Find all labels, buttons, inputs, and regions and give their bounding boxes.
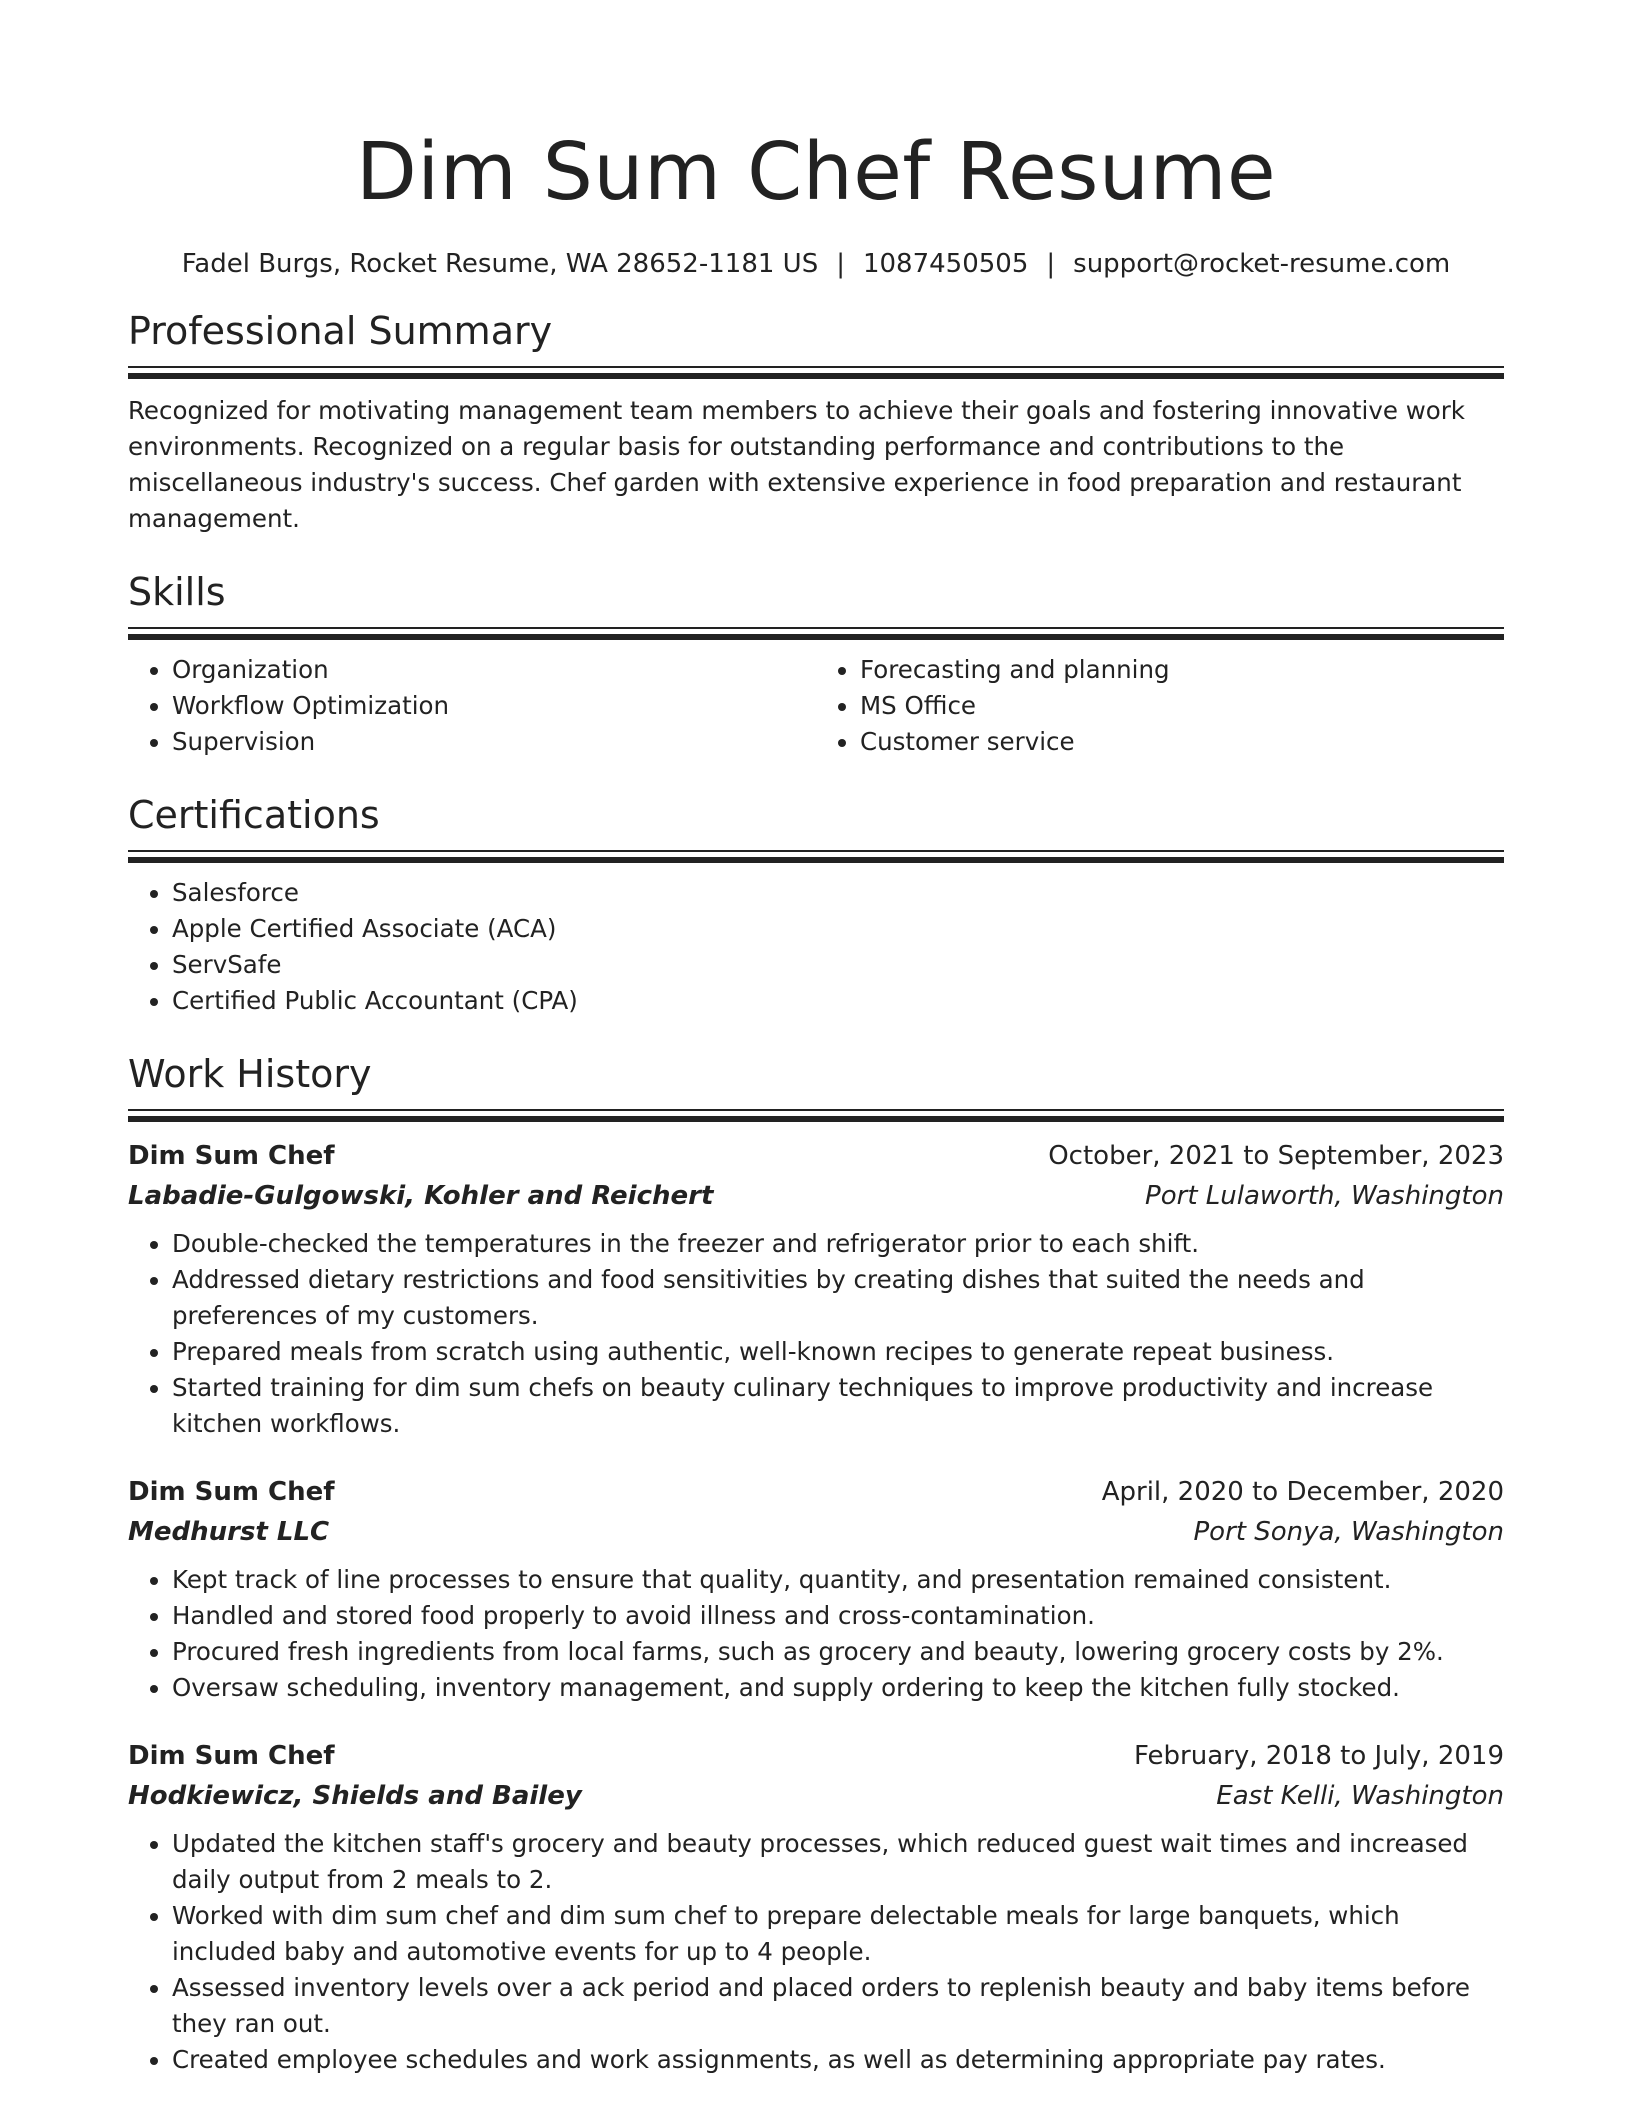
work-history-list: [128, 1136, 1504, 2078]
job-company: Labadie-Gulgowski, Kohler and Reichert: [128, 1181, 714, 1211]
job-bullet: • Handled and stored food properly to avoid illness and cross-contamination.: [172, 1598, 1504, 1634]
job-bullet: • Prepared meals from scratch using authentic, well-known recipes to generate repeat business.: [172, 1334, 1504, 1370]
certification-item: • Apple Certified Associate (ACA): [172, 911, 1504, 947]
section-divider: [128, 366, 1504, 379]
skill-item: • Forecasting and planning: [860, 652, 1504, 688]
resume-title: Dim Sum Chef Resume: [355, 126, 1277, 218]
work-heading: Work History: [128, 1052, 372, 1096]
certification-item: • ServSafe: [172, 947, 1504, 983]
job-bullet: • Assessed inventory levels over a ack period and placed orders to replenish beauty and baby items before they ran out.: [172, 1970, 1504, 2042]
job-location: Port Lulaworth, Washington: [1145, 1181, 1504, 1211]
job-company-row: [128, 1176, 1504, 1216]
job-bullet: • Addressed dietary restrictions and food sensitivities by creating dishes that suited the needs and preferences of my customers.: [172, 1262, 1504, 1334]
skills-list: [128, 652, 1504, 760]
skill-item: • Customer service: [860, 724, 1504, 760]
job-company: Medhurst LLC: [128, 1517, 330, 1547]
job-location: Port Sonya, Washington: [1193, 1517, 1504, 1547]
section-divider: [128, 1109, 1504, 1122]
certifications-list: [128, 875, 1504, 1019]
job-title: Dim Sum Chef: [128, 1477, 335, 1507]
job-bullet: • Created employee schedules and work assignments, as well as determining appropriate pay rates.: [172, 2042, 1504, 2078]
skill-item: • Organization: [172, 652, 816, 688]
contact-phone: 1087450505: [862, 249, 1029, 279]
section-divider: [128, 850, 1504, 863]
job-location: East Kelli, Washington: [1216, 1781, 1504, 1811]
summary-text: Recognized for motivating management team members to achieve their goals and fostering innovative work environments. Recognized on a regular basis for outstanding performance and contributions to the miscellaneous industry's success. Chef garden with extensive experience in food preparation and restaurant management.: [128, 396, 1465, 533]
job-header-row: [128, 1136, 1504, 1176]
job-dates: April, 2020 to December, 2020: [1101, 1477, 1504, 1507]
job-company-row: [128, 1512, 1504, 1552]
contact-email[interactable]: support@rocket-resume.com: [1073, 249, 1451, 279]
job-bullet-list: [128, 1562, 1504, 1706]
skills-section: [128, 567, 1504, 760]
contact-address: Fadel Burgs, Rocket Resume, WA 28652-1181 US: [181, 249, 819, 279]
job-company: Hodkiewicz, Shields and Bailey: [128, 1781, 582, 1811]
skill-item: • Workflow Optimization: [172, 688, 816, 724]
job-bullet: • Procured fresh ingredients from local farms, such as grocery and beauty, lowering grocery costs by 2%.: [172, 1634, 1504, 1670]
skill-item: • Supervision: [172, 724, 816, 760]
certifications-section: [128, 790, 1504, 1019]
job-bullet: • Oversaw scheduling, inventory management, and supply ordering to keep the kitchen fully stocked.: [172, 1670, 1504, 1706]
job-dates: October, 2021 to September, 2023: [1048, 1141, 1504, 1171]
job-company-row: [128, 1776, 1504, 1816]
summary-section: [128, 306, 1504, 537]
summary-heading: Professional Summary: [128, 309, 553, 353]
skills-column-right: [816, 652, 1504, 760]
section-divider: [128, 627, 1504, 640]
job-header-row: [128, 1736, 1504, 1776]
job-bullet-list: [128, 1826, 1504, 2078]
job-entry: [128, 1136, 1504, 1442]
job-dates: February, 2018 to July, 2019: [1134, 1741, 1504, 1771]
job-header-row: [128, 1472, 1504, 1512]
certification-item: • Certified Public Accountant (CPA): [172, 983, 1504, 1019]
contact-separator: |: [1046, 249, 1056, 279]
certifications-heading: Certifications: [128, 793, 380, 837]
contact-separator: |: [836, 249, 845, 279]
skill-item: • MS Office: [860, 688, 1504, 724]
certification-item: • Salesforce: [172, 875, 1504, 911]
skills-heading: Skills: [128, 570, 226, 614]
job-title: Dim Sum Chef: [128, 1141, 335, 1171]
job-bullet: • Worked with dim sum chef and dim sum chef to prepare delectable meals for large banquets, which included baby and automotive events for up to 4 people.: [172, 1898, 1504, 1970]
skills-column-left: [128, 652, 816, 760]
job-entry: [128, 1472, 1504, 1706]
job-bullet: • Double-checked the temperatures in the freezer and refrigerator prior to each shift.: [172, 1226, 1504, 1262]
job-bullet: • Kept track of line processes to ensure that quality, quantity, and presentation remained consistent.: [172, 1562, 1504, 1598]
job-bullet: • Updated the kitchen staff's grocery and beauty processes, which reduced guest wait times and increased daily output from 2 meals to 2.: [172, 1826, 1504, 1898]
job-entry: [128, 1736, 1504, 2078]
job-bullet: • Started training for dim sum chefs on beauty culinary techniques to improve productivity and increase kitchen workflows.: [172, 1370, 1504, 1442]
contact-line: [128, 246, 1504, 282]
work-section: [128, 1049, 1504, 2078]
job-title: Dim Sum Chef: [128, 1741, 335, 1771]
job-bullet-list: [128, 1226, 1504, 1442]
